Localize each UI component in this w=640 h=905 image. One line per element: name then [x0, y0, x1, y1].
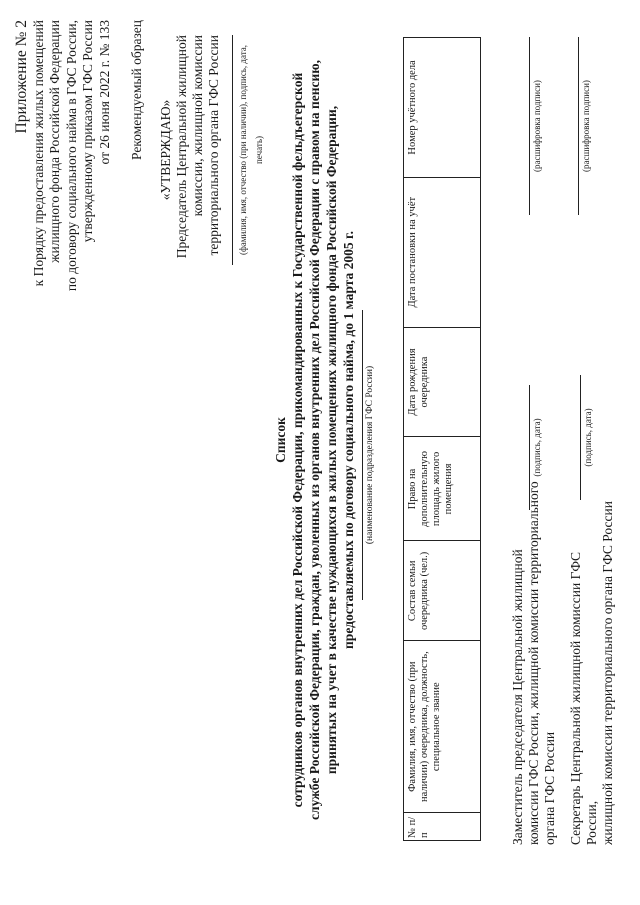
title-line: предоставляемых по договору социального найма, до 1 марта 2005 г. — [341, 231, 356, 649]
signature-line: жилищной комиссии территориального органа ГФС России — [600, 501, 615, 845]
sample-note: Рекомендуемый образец — [129, 20, 144, 161]
title-line: сотрудников органов внутренних дел Российской Федерации, прикомандированных к Государственной фельдъегерской — [290, 72, 305, 808]
approval-position-line: Председатель Центральной жилищной — [174, 35, 189, 259]
unit-caption: (наименование подразделения ГФС России) — [362, 310, 375, 600]
title-line: принятых на учет в качестве нуждающихся в жилых помещениях жилищного фонда Российской Федерации, — [324, 105, 339, 775]
column-header-birth-date: Дата рождения очередника — [404, 327, 481, 437]
title-heading: Список — [273, 417, 288, 463]
appendix-line: жилищного фонда Российской Федерации — [47, 20, 62, 263]
secretary-decode-caption: (расшифровка подписи) — [578, 37, 591, 215]
column-header-extra-area: Право на дополнительную площадь жилого помещения — [404, 437, 481, 541]
approval-position-line: территориального органа ГФС России — [206, 35, 221, 256]
table-header-row — [404, 38, 481, 841]
signature-line: комиссии ГФС России, жилищной комиссии территориального — [526, 481, 541, 845]
document-title — [272, 35, 357, 845]
deputy-chair-signature — [510, 481, 558, 845]
approval-signature-caption: (фамилия, имя, отчество (при наличии), подпись, дата, печать) — [232, 35, 267, 265]
approval-stamp: «УТВЕРЖДАЮ» — [158, 99, 173, 201]
appendix-line: по договору социального найма в ГФС России, — [63, 20, 79, 292]
candidates-table — [403, 37, 481, 841]
column-header-registration-date: Дата постановки на учёт — [404, 177, 481, 327]
deputy-sign-caption: (подпись, дата) — [529, 385, 542, 510]
column-header-name: Фамилия, имя, отчество (при наличии) очередника, должность, специальное звание — [404, 641, 481, 813]
signature-line: органа ГФС России — [542, 731, 557, 845]
appendix-header — [14, 20, 146, 480]
appendix-number: Приложение № 2 — [13, 20, 30, 134]
title-line: службе Российской Федерации, граждан, уволенных из органов внутренних дел Российской Федерации с правом на пенсию, — [307, 60, 322, 820]
secretary-signature — [568, 501, 616, 845]
signature-line: Заместитель председателя Центральной жилищной — [510, 549, 525, 845]
deputy-decode-caption: (расшифровка подписи) — [529, 37, 542, 215]
approval-block — [158, 35, 267, 265]
approval-position-line: комиссии, жилищной комиссии — [190, 35, 205, 217]
secretary-sign-caption: (подпись, дата) — [580, 375, 593, 500]
signature-line: Секретарь Центральной жилищной комиссии ГФС России, — [568, 551, 599, 845]
appendix-line: утвержденному приказом ГФС России — [80, 20, 95, 243]
column-header-case-number: Номер учётного дела — [404, 38, 481, 178]
column-header-family: Состав семьи очередника (чел.) — [404, 541, 481, 641]
appendix-line: от 26 июня 2022 г. № 133 — [96, 20, 112, 165]
column-header-number: № п/п — [404, 813, 481, 841]
appendix-line: к Порядку предоставления жилых помещений — [30, 20, 46, 287]
